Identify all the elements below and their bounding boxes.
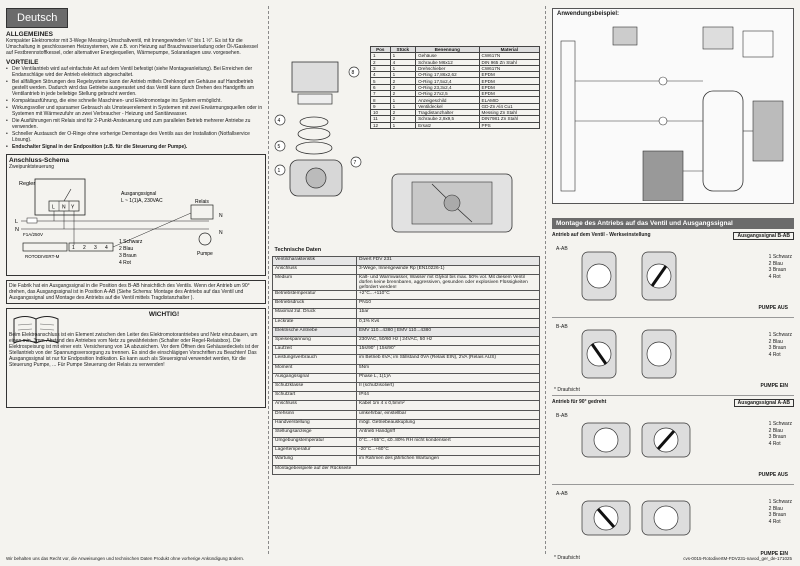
table-cell: 2 bbox=[371, 59, 391, 65]
valve-section-drawing bbox=[372, 164, 532, 244]
signal-note-text: Die Fabrik hat ein Ausgangssignal in die Position des B-AB hinsichtlich des Ventils. Wenn der Antrieb um 90° drehen, das Ausgangssignal ist in Position A-AB (Siehe Schema: Montage des Antriebs auf das Ventil und Ausgangssignal und Montage des Antriebs auf die Ventil mittels Tragdistanzhalter ). bbox=[9, 283, 250, 301]
general-heading: ALLGEMEINES bbox=[6, 31, 53, 38]
advantage-item: • Kompaktausführung, die eine schnelle Maschinen- und Elektromontage ins System ermöglicht. bbox=[6, 98, 266, 104]
advantage-item: • Endschalter Signal in der Endposition (z.B. für die Steuerung der Pumpe). bbox=[6, 144, 266, 150]
table-row bbox=[371, 122, 540, 128]
table-cell: Schraube 2,9x9,5 bbox=[416, 116, 479, 122]
output-signal-label: Ausgangssignal bbox=[121, 191, 157, 197]
spec-key: Laufzeit bbox=[273, 346, 357, 355]
spec-key: Betriebsdruck bbox=[273, 300, 357, 309]
pump-off-label: PUMPE AUS bbox=[758, 305, 788, 311]
spec-key: Leistungsverbrauch bbox=[273, 355, 357, 364]
table-row bbox=[273, 275, 540, 291]
table-row bbox=[273, 428, 540, 437]
table-cell: 1 bbox=[371, 53, 391, 59]
table-cell: 10 bbox=[371, 109, 391, 115]
spec-key: Handverstellung bbox=[273, 419, 357, 428]
spec-key: Ventilcharakteristik bbox=[273, 256, 357, 265]
spec-value: im Betrieb 6VA; im Stillstand 0VA (Relais EIN), 2VA (Relais AUS) bbox=[357, 355, 540, 364]
factory-setting-header bbox=[552, 232, 794, 240]
table-row bbox=[273, 327, 540, 336]
tech-title-row bbox=[273, 247, 540, 256]
table-row bbox=[273, 256, 540, 265]
column-general bbox=[6, 8, 266, 408]
application-diagram bbox=[553, 21, 793, 201]
top-view-note: * Draufsicht bbox=[554, 555, 580, 561]
table-cell: 11 bbox=[371, 116, 391, 122]
spec-key: Speisespannung bbox=[273, 337, 357, 346]
table-cell: 12 bbox=[371, 122, 391, 128]
table-row bbox=[273, 300, 540, 309]
table-cell: EPDM bbox=[479, 78, 540, 84]
warning-heading: WICHTIG! bbox=[148, 311, 180, 318]
spec-value: 5Nm bbox=[357, 364, 540, 373]
spec-key: Leckrate bbox=[273, 318, 357, 327]
table-cell: 1 bbox=[390, 53, 416, 59]
spec-value: 0,1% Kvs bbox=[357, 318, 540, 327]
table-row bbox=[273, 346, 540, 355]
spec-key: Montagebeispiele auf der Rückseite bbox=[273, 465, 540, 474]
mounting-panel: B-AB 1 Schwarz 2 Blau 3 Braun 4 Rot PUMPE AUS bbox=[552, 407, 794, 485]
rotated-label: Antrieb für 90° gedreht bbox=[552, 399, 607, 405]
table-row bbox=[273, 355, 540, 364]
spec-value: 15s/90° | 15s/90° bbox=[357, 346, 540, 355]
output-signal-b-ab: Ausgangssignal B-AB bbox=[733, 232, 794, 240]
warning-box bbox=[6, 308, 266, 408]
table-cell: 1 bbox=[390, 72, 416, 78]
table-row bbox=[273, 410, 540, 419]
table-cell: DIN 965 Zn Stahl bbox=[479, 59, 540, 65]
wire-legend: 1 Schwarz 2 Blau 3 Braun 4 Rot bbox=[768, 254, 792, 280]
signal-note bbox=[6, 280, 266, 304]
wire-label: 4 Rot bbox=[119, 260, 131, 266]
regler-label: Regler bbox=[19, 181, 36, 187]
wire-label: 3 Braun bbox=[119, 253, 137, 259]
table-cell: EPDM bbox=[479, 91, 540, 97]
factory-setting-label: Antrieb auf dem Ventil - Werkseinstellung bbox=[552, 232, 651, 238]
table-cell: O-Ring 23,3x2,4 bbox=[416, 84, 479, 90]
table-row bbox=[273, 382, 540, 391]
column-divider bbox=[545, 6, 546, 554]
wiring-diagram bbox=[9, 173, 261, 273]
table-row bbox=[273, 392, 540, 401]
mounting-panel: A-AB 1 Schwarz 2 Blau 3 Braun 4 Rot * Draufsicht PUMPE EIN bbox=[554, 491, 792, 561]
table-cell: 4 bbox=[390, 59, 416, 65]
table-cell: Tragdistanzhalter bbox=[416, 109, 479, 115]
spec-value: im Rahmen des jährlichen Wartungen bbox=[357, 456, 540, 465]
spec-key: Anschluss bbox=[273, 401, 357, 410]
actuator-drawing bbox=[572, 244, 712, 314]
advantages-heading: VORTEILE bbox=[6, 59, 39, 66]
table-cell: O-Ring 27x2,5 bbox=[416, 91, 479, 97]
table-row bbox=[273, 291, 540, 300]
fuse-label: F1A/250V bbox=[23, 232, 44, 237]
spec-key: Maximal zul. Druck bbox=[273, 309, 357, 318]
table-cell: 3 bbox=[371, 65, 391, 71]
table-cell: 2 bbox=[390, 91, 416, 97]
output-signal-a-ab: Ausgangssignal A-AB bbox=[734, 399, 794, 407]
output-rating-label: L ~ 1(1)A, 230VAC bbox=[121, 198, 163, 204]
spec-key: Stellungsanzeige bbox=[273, 428, 357, 437]
schema-subheading: Zweipunktsteuerung bbox=[9, 164, 55, 170]
mounting-heading: Montage des Antriebs auf das Ventil und Ausgangssignal bbox=[552, 218, 794, 229]
wire-legend: 1 Schwarz 2 Blau 3 Braun 4 Rot bbox=[768, 421, 792, 447]
wire-legend: 1 Schwarz 2 Blau 3 Braun 4 Rot bbox=[768, 332, 792, 358]
spec-key: Umgebungstemperatur bbox=[273, 438, 357, 447]
exploded-view-drawing bbox=[272, 42, 368, 272]
language-header: Deutsch bbox=[6, 8, 68, 28]
table-row bbox=[273, 309, 540, 318]
wire-label: 2 Blau bbox=[119, 246, 134, 252]
spec-value: Kabel 1m 4 x 0,5mm² bbox=[357, 401, 540, 410]
table-cell: 5 bbox=[371, 78, 391, 84]
advantage-item: • Der Ventilantrieb wird auf einfachste Art auf dem Ventil befestigt (siehe Montageanleitung). Bei Erreichen der Endanschläge wird der Antrieb elektrisch abgeschaltet. bbox=[6, 66, 266, 78]
table-cell: Anzeigeschild bbox=[416, 97, 479, 103]
spec-key: Elektrische Antriebe bbox=[273, 327, 357, 336]
svg-text:N: N bbox=[62, 204, 66, 211]
table-cell: 8 bbox=[371, 97, 391, 103]
spec-key: Medium bbox=[273, 275, 357, 291]
spec-value: 3-Wege, Innengewinde Rp (EN10226-1) bbox=[357, 265, 540, 274]
application-heading: Anwendungsbeispiel: bbox=[557, 11, 620, 17]
rotated-header bbox=[552, 399, 794, 407]
table-row bbox=[273, 419, 540, 428]
spec-key: Schutzart bbox=[273, 392, 357, 401]
relay-label: Relais bbox=[195, 199, 209, 205]
advantage-item: • Wirkungsvoller und sparsamer Gebrauch als Umsteuerelement in Systemen mit zwei Erwärmungsquellen oder in Systemen mit Wärmezufuhr an zwei Verbraucher - Heizung und Sanitärwasser. bbox=[6, 105, 266, 117]
table-row bbox=[273, 456, 540, 465]
wire-label: 1 Schwarz bbox=[119, 239, 143, 245]
table-row bbox=[273, 465, 540, 474]
svg-text:2: 2 bbox=[83, 245, 86, 251]
table-cell: 1 bbox=[390, 97, 416, 103]
table-cell: CW617N bbox=[479, 53, 540, 59]
table-cell: CW617N bbox=[479, 65, 540, 71]
pump-label: Pumpe bbox=[197, 251, 213, 257]
spec-value: EMV 110...4380 | EMV 110...4380 bbox=[357, 327, 540, 336]
spec-value: 1bar bbox=[357, 309, 540, 318]
table-cell: O-Ring 17,86x2,62 bbox=[416, 72, 479, 78]
tech-data-table bbox=[272, 247, 540, 475]
table-cell: Ersatz bbox=[416, 122, 479, 128]
footer-disclaimer: Wir behalten uns das Recht vor, die Anweisungen und technischen Daten Produkt ohne vorherige Ankündigung ändern. bbox=[6, 556, 245, 561]
mounting-panel: A-AB 1 Schwarz 2 Blau 3 Braun 4 Rot PUMPE AUS bbox=[552, 240, 794, 318]
table-cell: 1 bbox=[390, 122, 416, 128]
application-example bbox=[552, 8, 794, 204]
spec-value: Antrieb Handgriff bbox=[357, 428, 540, 437]
spec-value: PN10 bbox=[357, 300, 540, 309]
spec-value: 0°C...+55°C, ≤0..80% RH nicht kondensiert bbox=[357, 438, 540, 447]
svg-text:L: L bbox=[15, 219, 19, 225]
table-cell: Gehäuse bbox=[416, 53, 479, 59]
table-cell: DIN7981 Zn Stahl bbox=[479, 116, 540, 122]
table-row bbox=[273, 438, 540, 447]
table-row bbox=[273, 401, 540, 410]
actuator-drawing bbox=[572, 411, 712, 481]
svg-text:4: 4 bbox=[277, 118, 281, 124]
actuator-drawing bbox=[572, 322, 712, 392]
svg-text:Y: Y bbox=[71, 204, 75, 211]
table-cell: GD-Zn Al4 Cu1 bbox=[479, 103, 540, 109]
table-cell: 7 bbox=[371, 91, 391, 97]
table-cell: 4 bbox=[371, 72, 391, 78]
svg-text:N: N bbox=[219, 213, 223, 219]
top-view-note: * Draufsicht bbox=[554, 387, 580, 393]
table-cell: Ventildeckel bbox=[416, 103, 479, 109]
table-cell: 9 bbox=[371, 103, 391, 109]
spec-value: -20°C...+60°C bbox=[357, 447, 540, 456]
spec-value: IP44 bbox=[357, 392, 540, 401]
advantage-item: • Bei allfälligen Störungen des Regelsystems kann der Antrieb mittels Drehknopf am Gehäuse auf Handbetrieb gestellt werden. Dadurch wird das Getriebe ausgerastet und das Ventil kann durch Drehen des Handgriffs am Ventilantrieb in jede beliebige Stellung gebracht werden. bbox=[6, 79, 266, 97]
table-row bbox=[273, 447, 540, 456]
column-divider bbox=[268, 6, 269, 554]
table-cell: ELAMID bbox=[479, 97, 540, 103]
spec-value: II (schutzisoliert) bbox=[357, 382, 540, 391]
svg-text:7: 7 bbox=[353, 160, 357, 166]
table-row bbox=[273, 265, 540, 274]
table-row bbox=[273, 373, 540, 382]
spec-key: Betriebstemperatur bbox=[273, 291, 357, 300]
table-cell: 2 bbox=[390, 116, 416, 122]
table-row bbox=[273, 337, 540, 346]
column-header: Stück bbox=[390, 47, 416, 53]
spec-value: Phase L, 1(1)A bbox=[357, 373, 540, 382]
book-icon bbox=[11, 313, 61, 347]
pump-on-label: PUMPE EIN bbox=[760, 551, 788, 557]
spec-value: umkehrbar, einstellbar bbox=[357, 410, 540, 419]
spec-key: Wartung bbox=[273, 456, 357, 465]
wire-legend: 1 Schwarz 2 Blau 3 Braun 4 Rot bbox=[768, 499, 792, 525]
mounting-panel: B-AB 1 Schwarz 2 Blau 3 Braun 4 Rot * Draufsicht PUMPE EIN bbox=[552, 318, 794, 396]
spec-key: Lagertemperatur bbox=[273, 447, 357, 456]
column-technical bbox=[272, 8, 540, 548]
pump-off-label: PUMPE AUS bbox=[758, 472, 788, 478]
table-cell: Drehschieber bbox=[416, 65, 479, 71]
svg-text:N: N bbox=[219, 230, 223, 236]
table-cell: O-Ring 17,5x2,4 bbox=[416, 78, 479, 84]
table-row bbox=[273, 364, 540, 373]
table-cell: 1 bbox=[390, 65, 416, 71]
spec-value: +2°C...+110°C bbox=[357, 291, 540, 300]
table-row bbox=[273, 318, 540, 327]
actuator-drawing bbox=[572, 489, 712, 553]
document-id: cvs-0015-RotodivertM-FDV231-navod_ger_de-171025 bbox=[683, 556, 792, 561]
table-cell: EPDM bbox=[479, 84, 540, 90]
column-header: Pos bbox=[371, 47, 391, 53]
spec-key: Moment bbox=[273, 364, 357, 373]
advantages-list bbox=[6, 66, 266, 150]
spec-key: Schutzklasse bbox=[273, 382, 357, 391]
table-cell: 2 bbox=[390, 84, 416, 90]
advantage-item: • Schneller Austausch der O-Ringe ohne vorherige Demontage des Ventils aus der Installation (Notfallservice Lösung). bbox=[6, 131, 266, 143]
device-label: ROTODIVERT-M bbox=[25, 254, 60, 259]
table-cell: 1 bbox=[390, 103, 416, 109]
tech-title: Technische Daten bbox=[274, 247, 322, 253]
table-cell: Messing Zn Stahl bbox=[479, 109, 540, 115]
parts-table bbox=[370, 46, 540, 129]
table-cell: 6 bbox=[371, 84, 391, 90]
svg-text:4: 4 bbox=[105, 245, 108, 251]
general-text: Kompakter Elektromotor mit 3-Wege Messing-Umschaltventil, mit Innengewinden ½" bis 1 ½". Es ist für die Umschaltung in geschlossenen Heizsystemen, wie z.B. von Heizung auf Brauchwasserladung oder Öl-/Gaskessel auf Festbrennstoffkessel, oder alternativer Energiequellen, Wärmepumpe, Solaranlagen usw. vorgesehen. bbox=[6, 38, 259, 56]
table-cell: 2 bbox=[390, 78, 416, 84]
advantage-item: • Die Ausführungen mit Relais sind für 2-Punkt-Ansteuerung und zum parallelen Betrieb mehrerer Antriebe zu verwenden. bbox=[6, 118, 266, 130]
mounting-section bbox=[552, 218, 794, 563]
spec-value: Divert FDV 231 bbox=[357, 256, 540, 265]
warning-text: Beim Elektroanschluss ist ein Element zwischen den Leiter des Elektromotorantriebes und Netz einzubauen, um einen min. 3mm-Abstand des Antriebes vom Netz zu gewährleisten (Schalter oder Regel-Relaisbox). Die Elektrospeisung ist mit einer extr. Versicherung von 1A abzusichern. Vor dem Öffnen des Gehäusedeckels ist der Stellantrieb von der Spannungsversorgung zu trennen. Es sind die einschlägigen Vorschriften zu Beachten! Das Ausgangssignal ist nur für Endposition Indikation. Es kann auch als Steuersignal verwendet werden, für die Steuerung Pumpe, ... Für Pumpe Steuerung der Relais zu verwenden! bbox=[9, 332, 259, 368]
svg-text:N: N bbox=[15, 227, 19, 233]
spec-value: Kalt- und Warmwasser, Wasser mit Glykol bis max. 50% vol. Mit diesem Ventil dürfen keine brennbaren, aggressiven, gesunden oder explosiven Flüssigkeiten gefördert werden! bbox=[357, 275, 540, 291]
table-cell: Schraube M6x12 bbox=[416, 59, 479, 65]
spec-key: Drehsinn bbox=[273, 410, 357, 419]
spec-key: Anschluss bbox=[273, 265, 357, 274]
wiring-schema bbox=[6, 154, 266, 276]
table-cell: EPDM bbox=[479, 72, 540, 78]
spec-value: 230VAC, 50/60 Hz | 24VAC, 50 Hz bbox=[357, 337, 540, 346]
spec-value: mögl. Getriebeauskuplung bbox=[357, 419, 540, 428]
spec-key: Ausgangssignal bbox=[273, 373, 357, 382]
table-cell: 2 bbox=[390, 109, 416, 115]
svg-text:1: 1 bbox=[72, 245, 75, 251]
column-header: Material bbox=[479, 47, 540, 53]
svg-text:8: 8 bbox=[351, 70, 355, 76]
table-cell: PPS bbox=[479, 122, 540, 128]
svg-text:L: L bbox=[52, 204, 55, 211]
svg-text:1: 1 bbox=[277, 168, 281, 174]
svg-text:3: 3 bbox=[94, 245, 97, 251]
schema-heading: Anschluss-Schema bbox=[9, 157, 69, 164]
column-header: Benennung bbox=[416, 47, 479, 53]
svg-text:5: 5 bbox=[277, 144, 281, 150]
pump-on-label: PUMPE EIN bbox=[760, 383, 788, 389]
